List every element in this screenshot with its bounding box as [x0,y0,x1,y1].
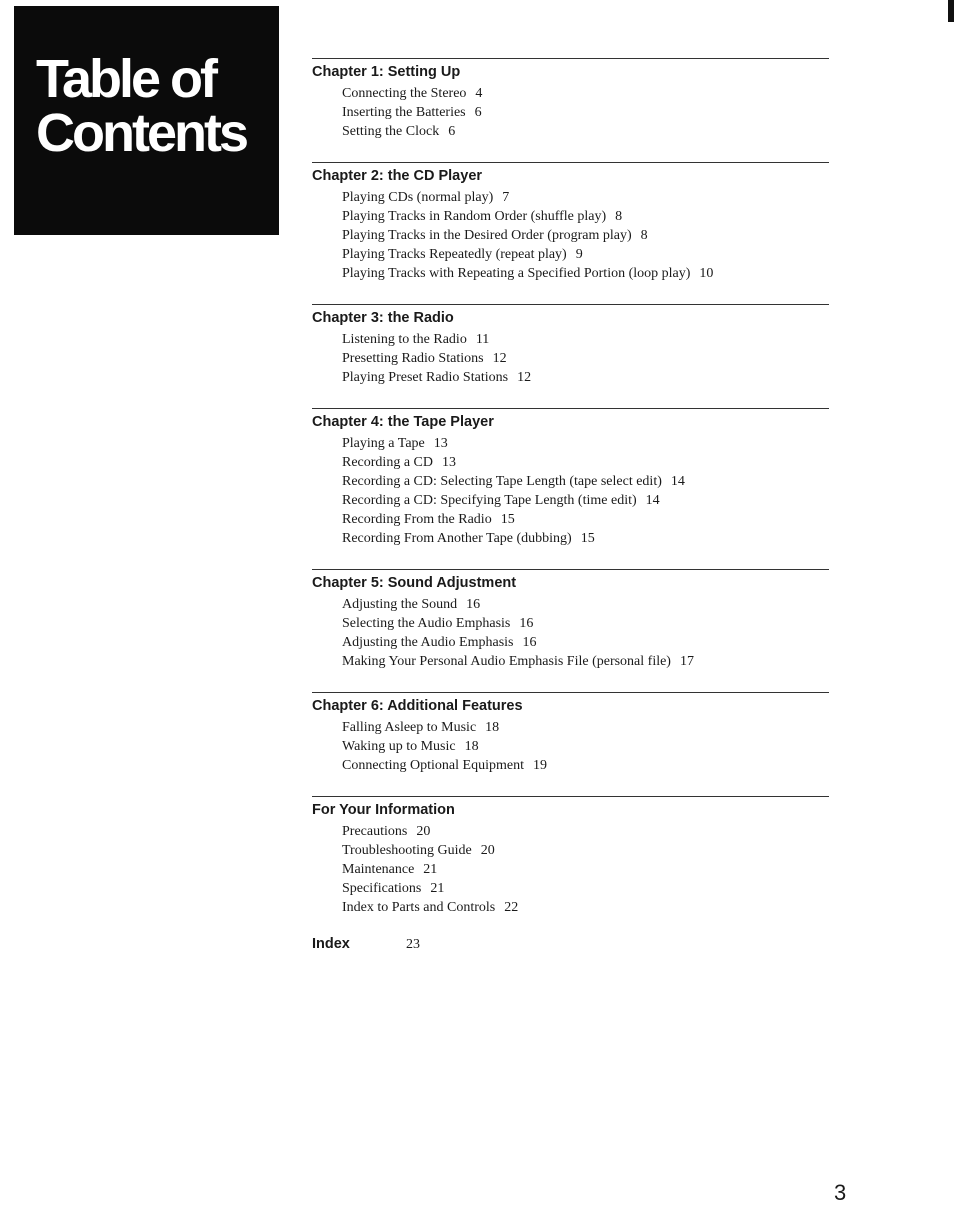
entry-text: Making Your Personal Audio Emphasis File (personal file) [342,654,671,669]
chapter-title: Chapter 6: Additional Features [312,698,523,714]
chapter-title: Chapter 2: the CD Player [312,168,483,184]
entry-page: 15 [580,531,595,546]
toc-entry[interactable] [342,122,829,141]
entry-page: 12 [492,351,507,366]
toc-entry[interactable] [342,595,829,614]
toc-entry[interactable] [342,652,829,671]
toc-entry[interactable] [342,226,829,245]
entry-text: Precautions [342,824,408,839]
toc-entry[interactable] [342,510,829,529]
entry-text: Playing Tracks in the Desired Order (program play) [342,228,632,243]
entry-text: Setting the Clock [342,124,440,139]
entry-page: 16 [519,616,534,631]
entry-text: Maintenance [342,862,415,877]
entry-page: 18 [464,739,479,754]
section-divider [312,162,829,163]
section-divider [312,569,829,570]
entry-page: 6 [448,124,456,139]
entry-list [342,434,829,548]
entry-text: Playing a Tape [342,436,425,451]
entry-page: 4 [475,86,483,101]
toc-entry[interactable] [342,633,829,652]
entry-page: 14 [645,493,660,508]
toc-entry[interactable] [342,330,829,349]
section-divider [312,304,829,305]
entry-text: Inserting the Batteries [342,105,466,120]
section-chapter-3 [312,304,829,408]
entry-text: Recording a CD [342,455,433,470]
toc-entry[interactable] [342,491,829,510]
section-chapter-6 [312,692,829,796]
entry-list [342,330,829,387]
entry-text: Recording From Another Tape (dubbing) [342,531,572,546]
title-block [14,6,279,235]
toc-entry[interactable] [342,756,829,775]
entry-text: Falling Asleep to Music [342,720,477,735]
entry-page: 13 [433,436,448,451]
toc-entry[interactable] [342,529,829,548]
entry-text: Troubleshooting Guide [342,843,472,858]
toc-entry[interactable] [342,368,829,387]
entry-page: 17 [679,654,694,669]
edge-mark [948,0,954,22]
toc-entry[interactable] [342,84,829,103]
entry-page: 15 [500,512,515,527]
toc-entry[interactable] [342,841,829,860]
section-chapter-1 [312,58,829,162]
entry-page: 21 [423,862,438,877]
page-title-line-1: Table of [36,49,216,109]
entry-page: 12 [517,370,532,385]
toc-entry[interactable] [342,453,829,472]
entry-text: Recording From the Radio [342,512,492,527]
entry-text: Selecting the Audio Emphasis [342,616,511,631]
toc-entry[interactable] [342,822,829,841]
toc-entry[interactable] [342,898,829,917]
entry-page: 16 [466,597,481,612]
chapter-title: For Your Information [312,802,455,818]
section-divider [312,408,829,409]
entry-list [342,84,829,141]
section-for-your-information [312,796,829,926]
entry-page: 11 [475,332,490,347]
entry-text: Adjusting the Sound [342,597,458,612]
section-chapter-4 [312,408,829,569]
entry-text: Playing CDs (normal play) [342,190,494,205]
chapter-title: Chapter 1: Setting Up [312,64,461,80]
entry-page: 13 [441,455,456,470]
entry-text: Playing Preset Radio Stations [342,370,509,385]
entry-page: 22 [504,900,519,915]
toc-entry[interactable] [342,879,829,898]
entry-text: Listening to the Radio [342,332,467,347]
entry-page: 16 [522,635,537,650]
page-number: 3 [834,1180,847,1205]
entry-list [342,718,829,775]
entry-text: Index to Parts and Controls [342,900,496,915]
section-divider [312,692,829,693]
toc-entry[interactable] [342,472,829,491]
entry-page: 14 [670,474,685,489]
page-title-line-2: Contents [36,103,246,163]
entry-list [342,595,829,671]
entry-page: 20 [480,843,495,858]
entry-list [342,822,829,917]
toc-entry[interactable] [342,207,829,226]
section-divider [312,58,829,59]
entry-list [342,188,829,283]
toc-entry[interactable] [342,188,829,207]
entry-text: Presetting Radio Stations [342,351,484,366]
entry-page: 20 [416,824,431,839]
entry-text: Adjusting the Audio Emphasis [342,635,514,650]
toc-entry[interactable] [342,718,829,737]
entry-text: Playing Tracks with Repeating a Specified Portion (loop play) [342,266,691,281]
toc-entry[interactable] [342,737,829,756]
entry-text: Playing Tracks Repeatedly (repeat play) [342,247,567,262]
entry-text: Playing Tracks in Random Order (shuffle play) [342,209,607,224]
toc-entry[interactable] [342,614,829,633]
index-entry[interactable] [312,935,420,953]
entry-text: Connecting Optional Equipment [342,758,524,773]
section-chapter-2 [312,162,829,304]
chapter-title: Chapter 5: Sound Adjustment [312,575,517,591]
entry-text: Recording a CD: Selecting Tape Length (tape select edit) [342,474,662,489]
toc-entry[interactable] [342,434,829,453]
table-of-contents [312,58,829,926]
index-label: Index [312,936,350,952]
entry-page: 21 [430,881,445,896]
entry-page: 8 [640,228,648,243]
entry-text: Waking up to Music [342,739,456,754]
entry-page: 6 [474,105,482,120]
index-page: 23 [406,937,420,952]
entry-page: 18 [485,720,500,735]
toc-entry[interactable] [342,245,829,264]
entry-page: 10 [699,266,714,281]
toc-entry[interactable] [342,264,829,283]
chapter-title: Chapter 4: the Tape Player [312,414,494,430]
section-divider [312,796,829,797]
toc-entry[interactable] [342,860,829,879]
entry-text: Connecting the Stereo [342,86,467,101]
entry-page: 9 [575,247,583,262]
entry-text: Recording a CD: Specifying Tape Length (time edit) [342,493,637,508]
toc-entry[interactable] [342,103,829,122]
entry-text: Specifications [342,881,422,896]
chapter-title: Chapter 3: the Radio [312,310,454,326]
entry-page: 8 [615,209,623,224]
entry-page: 19 [532,758,547,773]
entry-page: 7 [502,190,510,205]
toc-entry[interactable] [342,349,829,368]
section-chapter-5 [312,569,829,692]
